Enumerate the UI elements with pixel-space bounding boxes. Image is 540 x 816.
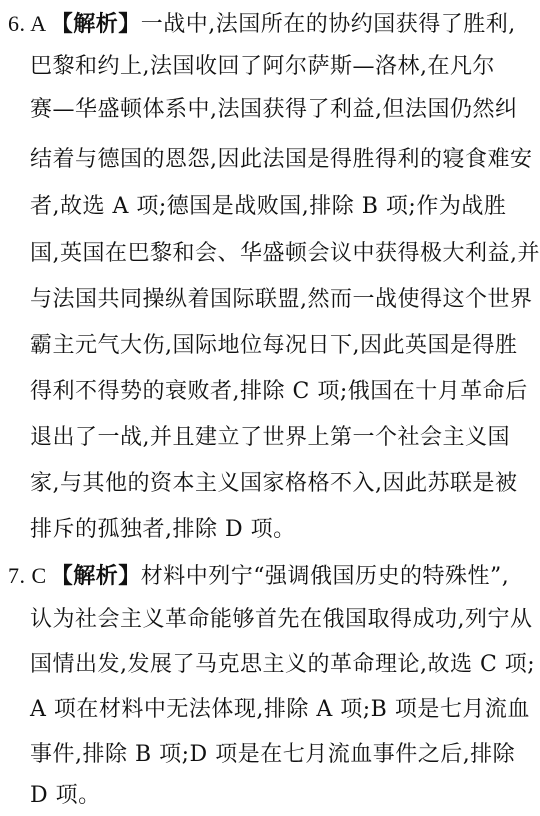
answer-6-tag: 【解析】: [50, 11, 141, 37]
answer-6-line-2: 巴黎和约上,法国收回了阿尔萨斯—洛林,在凡尔: [30, 54, 495, 79]
answer-6-number: 6. A: [8, 11, 47, 36]
answer-7-line-1: [0, 556, 540, 596]
answer-6-line-5: 者,故选 A 项;德国是战败国,排除 B 项;作为战胜: [30, 194, 507, 219]
answer-7-text: 材料中列宁“强调俄国历史的特殊性”,: [140, 564, 510, 589]
answer-7-number: 7. C: [8, 563, 47, 588]
answer-7-tag: 【解析】: [50, 563, 141, 589]
answer-6-line-3: 赛—华盛顿体系中,法国获得了利益,但法国仍然纠: [30, 97, 518, 122]
answer-7-line-5: 事件,排除 B 项;D 项是在七月流血事件之后,排除: [30, 742, 516, 767]
answer-7-line-4: A 项在材料中无法体现,排除 A 项;B 项是七月流血: [30, 697, 530, 722]
answer-6-line-4: 结着与德国的恩怨,因此法国是得胜得利的寝食难安: [30, 147, 533, 172]
answer-7-line-3: 国情出发,发展了马克思主义的革命理论,故选 C 项;: [30, 652, 536, 677]
answer-6-line-12: 排斥的孤独者,排除 D 项。: [30, 517, 296, 542]
answer-6-line-8: 霸主元气大伤,国际地位每况日下,因此英国是得胜: [30, 333, 518, 358]
answer-6-text: 一战中,法国所在的协约国获得了胜利,: [140, 12, 516, 37]
answer-6-line-7: 与法国共同操纵着国际联盟,然而一战使得这个世界: [30, 287, 533, 312]
answer-6-line-6: 国,英国在巴黎和会、华盛顿会议中获得极大利益,并: [30, 241, 540, 266]
answer-6-line-1: [0, 4, 540, 44]
answer-6-line-10: 退出了一战,并且建立了世界上第一个社会主义国: [30, 425, 510, 450]
answer-6-line-11: 家,与其他的资本主义国家格格不入,因此苏联是被: [30, 471, 518, 496]
answer-7-line-6: D 项。: [30, 783, 101, 808]
answer-7-line-2: 认为社会主义革命能够首先在俄国取得成功,列宁从: [30, 607, 533, 632]
answer-6-line-9: 得利不得势的衰败者,排除 C 项;俄国在十月革命后: [30, 379, 528, 404]
